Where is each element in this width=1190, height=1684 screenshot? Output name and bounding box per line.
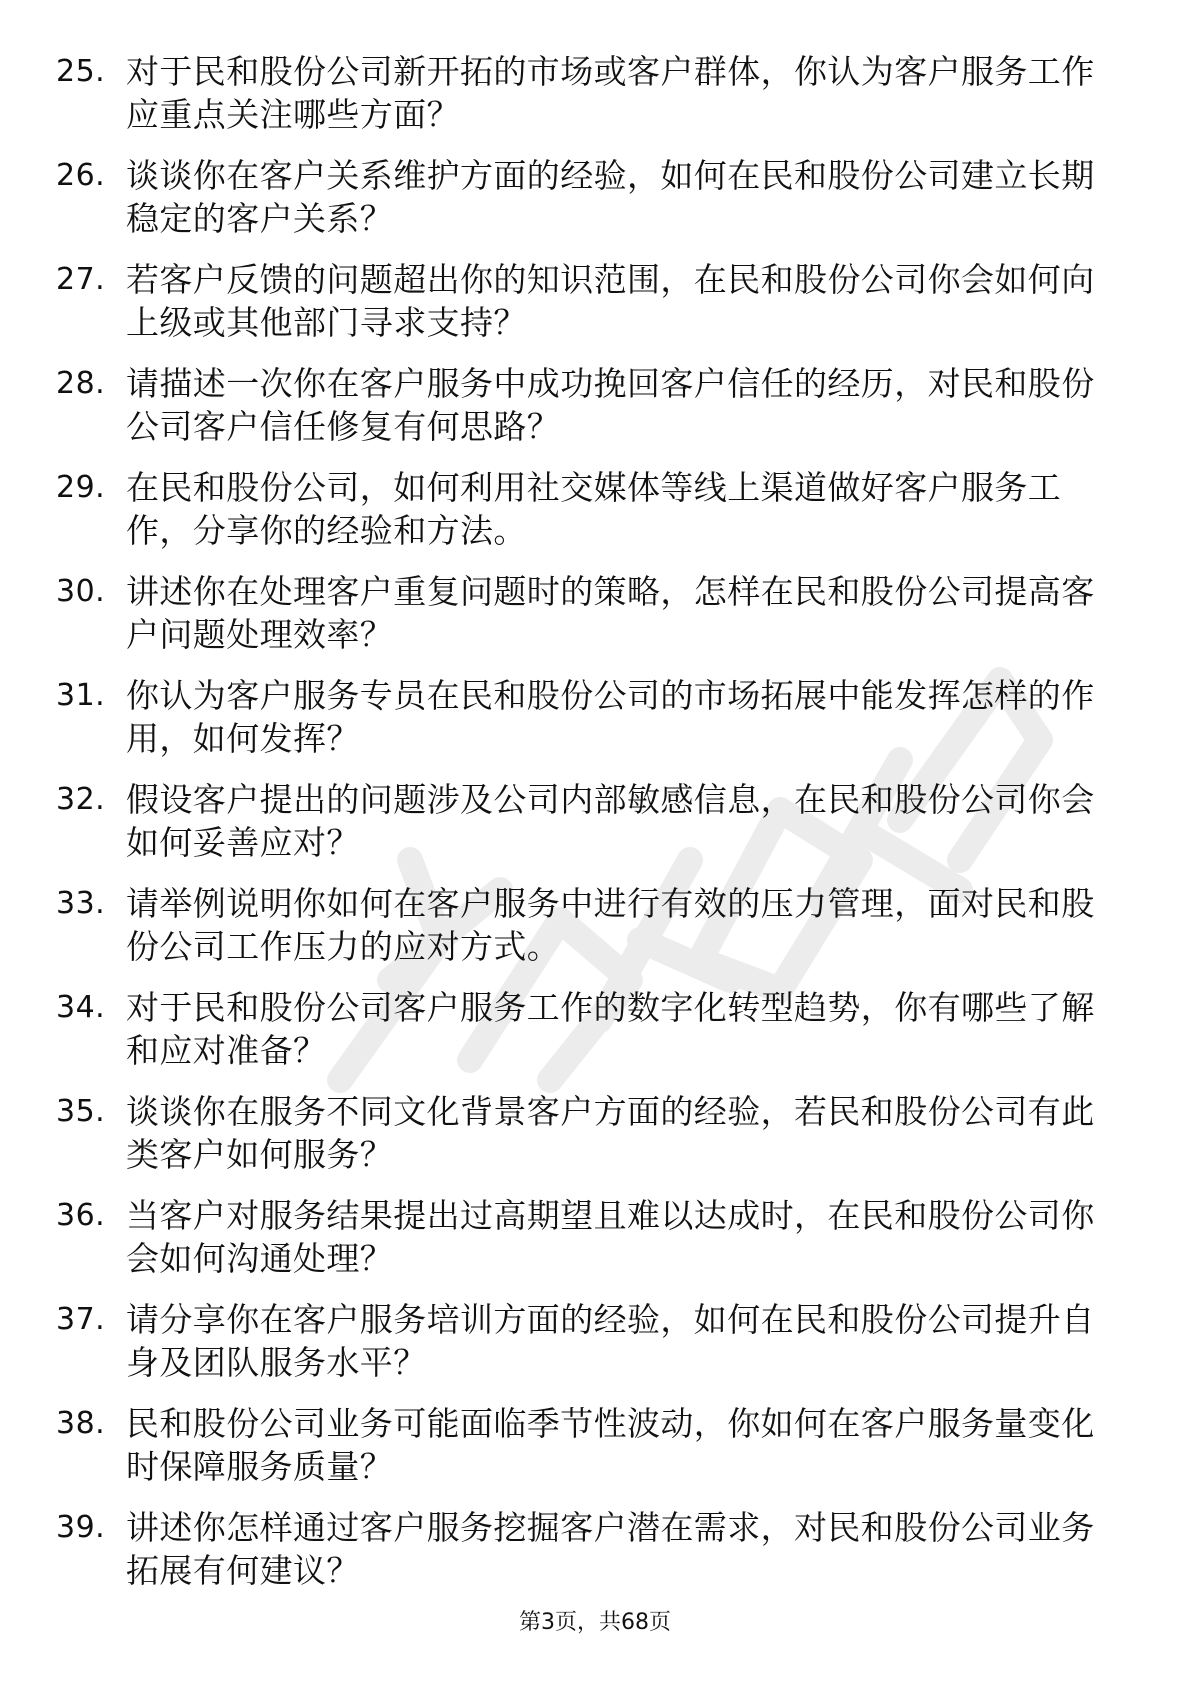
question-number: 39. [56, 1510, 106, 1545]
question-number: 25. [56, 54, 106, 89]
question-number: 37. [56, 1302, 106, 1337]
question-text: 你认为客户服务专员在民和股份公司的市场拓展中能发挥怎样的作用，如何发挥？ [126, 676, 1095, 758]
question-number: 32. [56, 782, 106, 817]
question-number: 38. [56, 1406, 106, 1441]
question-item [56, 882, 1116, 986]
question-number: 36. [56, 1198, 106, 1233]
question-text: 请描述一次你在客户服务中成功挽回客户信任的经历，对民和股份公司客户信任修复有何思路？ [126, 364, 1095, 446]
question-text: 讲述你在处理客户重复问题时的策略，怎样在民和股份公司提高客户问题处理效率？ [126, 572, 1095, 654]
question-number: 29. [56, 470, 106, 505]
question-text: 讲述你怎样通过客户服务挖掘客户潜在需求，对民和股份公司业务拓展有何建议？ [126, 1508, 1095, 1590]
question-list [56, 50, 1116, 1610]
question-number: 35. [56, 1094, 106, 1129]
question-text: 请举例说明你如何在客户服务中进行有效的压力管理，面对民和股份公司工作压力的应对方式。 [126, 884, 1095, 966]
question-item [56, 570, 1116, 674]
question-text: 在民和股份公司，如何利用社交媒体等线上渠道做好客户服务工作，分享你的经验和方法。 [126, 468, 1062, 550]
question-number: 28. [56, 366, 106, 401]
question-item [56, 362, 1116, 466]
question-item [56, 1090, 1116, 1194]
question-number: 34. [56, 990, 106, 1025]
question-number: 31. [56, 678, 106, 713]
question-item [56, 1194, 1116, 1298]
question-text: 假设客户提出的问题涉及公司内部敏感信息，在民和股份公司你会如何妥善应对？ [126, 780, 1095, 862]
question-number: 33. [56, 886, 106, 921]
question-number: 27. [56, 262, 106, 297]
question-item [56, 258, 1116, 362]
question-item [56, 1298, 1116, 1402]
question-text: 对于民和股份公司新开拓的市场或客户群体，你认为客户服务工作应重点关注哪些方面？ [126, 52, 1095, 134]
question-item [56, 154, 1116, 258]
question-item [56, 778, 1116, 882]
question-item [56, 986, 1116, 1090]
page-footer [0, 1608, 1190, 1638]
question-text: 当客户对服务结果提出过高期望且难以达成时，在民和股份公司你会如何沟通处理？ [126, 1196, 1095, 1278]
question-item [56, 50, 1116, 154]
question-text: 谈谈你在客户关系维护方面的经验，如何在民和股份公司建立长期稳定的客户关系？ [126, 156, 1095, 238]
question-item [56, 674, 1116, 778]
question-item [56, 466, 1116, 570]
question-item [56, 1402, 1116, 1506]
question-text: 请分享你在客户服务培训方面的经验，如何在民和股份公司提升自身及团队服务水平？ [126, 1300, 1095, 1382]
question-number: 26. [56, 158, 106, 193]
question-number: 30. [56, 574, 106, 609]
question-text: 民和股份公司业务可能面临季节性波动，你如何在客户服务量变化时保障服务质量？ [126, 1404, 1095, 1486]
question-text: 对于民和股份公司客户服务工作的数字化转型趋势，你有哪些了解和应对准备？ [126, 988, 1095, 1070]
question-text: 若客户反馈的问题超出你的知识范围，在民和股份公司你会如何向上级或其他部门寻求支持？ [126, 260, 1095, 342]
question-item [56, 1506, 1116, 1610]
question-text: 谈谈你在服务不同文化背景客户方面的经验，若民和股份公司有此类客户如何服务？ [126, 1092, 1095, 1174]
page-number-label: 第3页，共68页 [519, 1610, 671, 1635]
